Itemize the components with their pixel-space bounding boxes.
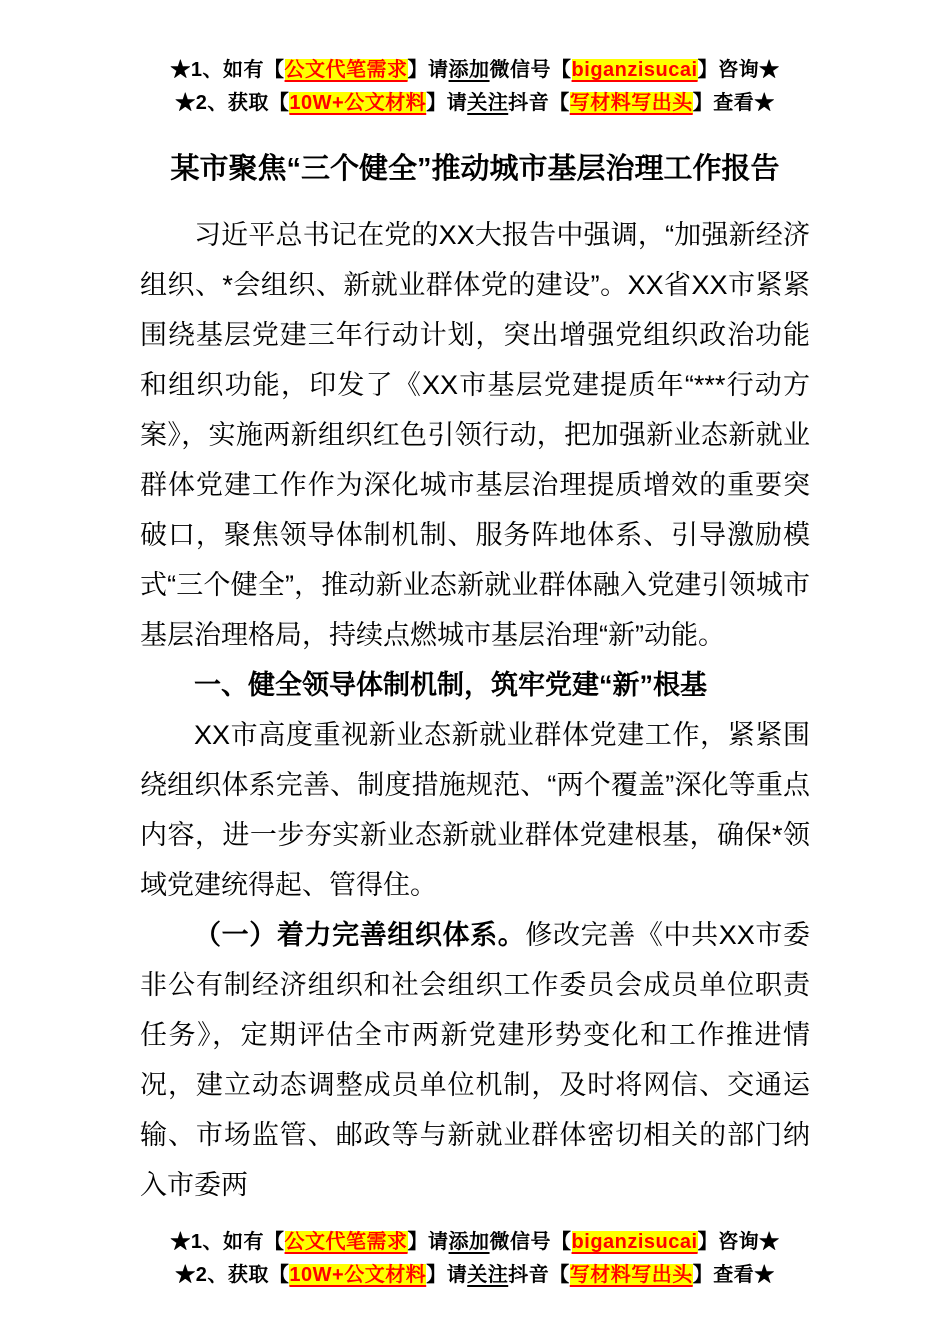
- promo1-text: ★1、如有【: [170, 1231, 285, 1253]
- promo1-highlight-wechat-id: biganzisucai: [571, 1231, 698, 1253]
- paragraph-intro: 习近平总书记在党的XX大报告中强调，“加强新经济组织、*会组织、新就业群体党的建设”。XX省XX市紧紧围绕基层党建三年行动计划，突出增强党组织政治功能和组织功能，印发了《XX市基层党建提质年“***行动方案》，实施两新组织红色引领行动，把加强新业态新就业群体党建工作作为深化城市基层治理提质增效的重要突破口，聚焦领导体制机制、服务阵地体系、引导激励模式“三个健全”，推动新业态新就业群体融入党建引领城市基层治理格局，持续点燃城市基层治理“新”动能。: [140, 220, 810, 650]
- promo1-text: ★1、如有【: [170, 59, 285, 81]
- promo1-underline-add: 添加: [448, 59, 490, 81]
- promo1-text: 微信号【: [489, 59, 572, 81]
- promo1-underline-add: 添加: [448, 1231, 490, 1253]
- promo1-text: 】请: [407, 59, 449, 81]
- promo1-text: 】咨询★: [697, 59, 780, 81]
- promo2-text: 】请: [426, 92, 468, 114]
- paragraph-section1: XX市高度重视新业态新就业群体党建工作，紧紧围绕组织体系完善、制度措施规范、“两个覆盖”深化等重点内容，进一步夯实新业态新就业群体党建根基，确保*领域党建统得起、管得住。: [140, 720, 810, 900]
- header-promo-line-1: [0, 54, 950, 87]
- promo2-text: 】查看★: [692, 92, 775, 114]
- promo2-underline-follow: 关注: [467, 92, 509, 114]
- document-body: [140, 210, 810, 1210]
- promo2-highlight-materials: 10W+公文材料: [289, 1264, 427, 1286]
- header-promo: [0, 0, 950, 120]
- promo2-text: ★2、获取【: [175, 92, 290, 114]
- promo1-highlight-service: 公文代笔需求: [284, 59, 408, 81]
- subsection1-lead: （一）着力完善组织体系。: [194, 920, 526, 950]
- promo2-underline-follow: 关注: [467, 1264, 509, 1286]
- header-promo-line-2: [0, 87, 950, 120]
- promo1-highlight-service: 公文代笔需求: [284, 1231, 408, 1253]
- footer-promo-line-2: [0, 1259, 950, 1292]
- footer-promo-line-1: [0, 1226, 950, 1259]
- promo2-highlight-douyin-id: 写材料写出头: [569, 1264, 693, 1286]
- promo2-text: 】请: [426, 1264, 468, 1286]
- promo2-highlight-douyin-id: 写材料写出头: [569, 92, 693, 114]
- promo2-text: 抖音【: [508, 92, 570, 114]
- promo2-text: ★2、获取【: [175, 1264, 290, 1286]
- document-title: 某市聚焦“三个健全”推动城市基层治理工作报告: [170, 153, 780, 185]
- promo1-highlight-wechat-id: biganzisucai: [571, 59, 698, 81]
- promo2-highlight-materials: 10W+公文材料: [289, 92, 427, 114]
- footer-promo: [0, 1226, 950, 1292]
- promo1-text: 】咨询★: [697, 1231, 780, 1253]
- section-heading-1: 一、健全领导体制机制，筑牢党建“新”根基: [194, 670, 707, 700]
- paragraph-subsection1: [140, 910, 810, 1210]
- promo2-text: 抖音【: [508, 1264, 570, 1286]
- promo2-text: 】查看★: [692, 1264, 775, 1286]
- promo1-text: 微信号【: [489, 1231, 572, 1253]
- promo1-text: 】请: [407, 1231, 449, 1253]
- subsection1-body: 修改完善《中共XX市委非公有制经济组织和社会组织工作委员会成员单位职责任务》，定期评估全市两新党建形势变化和工作推进情况，建立动态调整成员单位机制，及时将网信、交通运输、市场监管、邮政等与新就业群体密切相关的部门纳入市委两: [140, 920, 810, 1200]
